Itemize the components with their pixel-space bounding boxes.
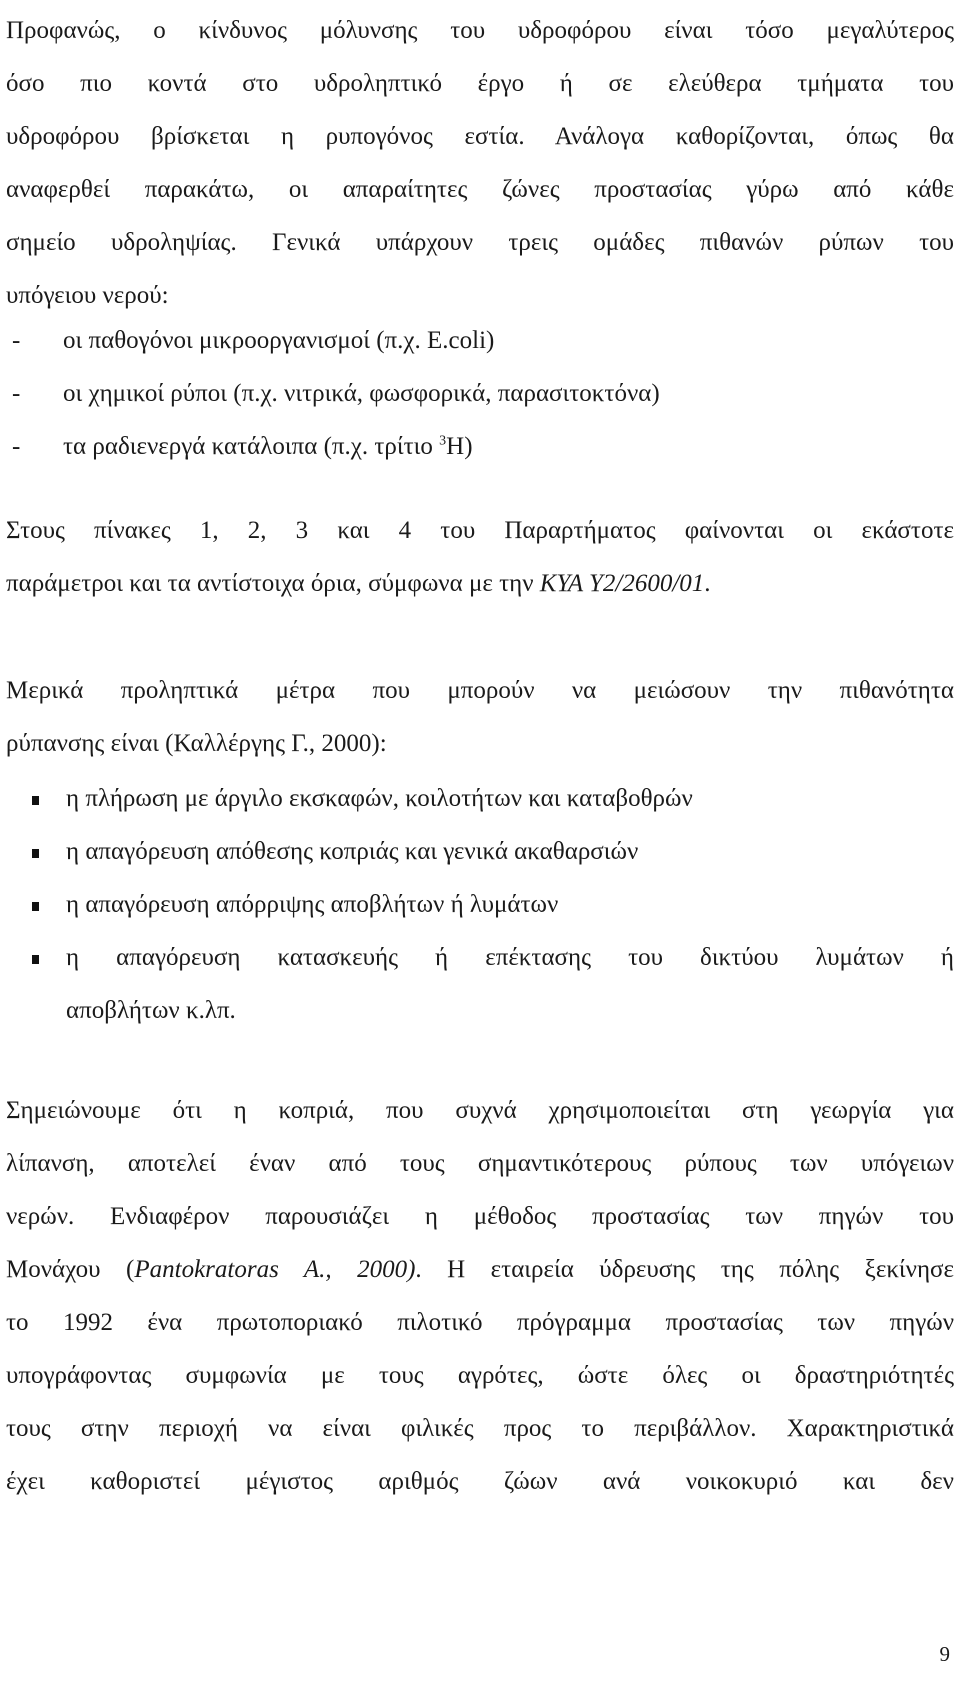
paragraph-line: όσο πιο κοντά στο υδροληπτικό έργο ή σε ελεύθερα τμήματα του xyxy=(6,70,954,97)
paragraph-text: . xyxy=(704,570,711,597)
list-item-text xyxy=(63,420,473,473)
paragraph-contamination-risk xyxy=(6,4,954,322)
list-item xyxy=(6,878,954,931)
paragraph-line: το 1992 ένα πρωτοποριακό πιλοτικό πρόγραμμα προστασίας των πηγών xyxy=(6,1309,954,1336)
list-item-text: η απαγόρευση απόθεσης κοπριάς και γενικά ακαθαρσιών xyxy=(66,838,639,865)
list-item-text-part: H) xyxy=(446,433,473,460)
paragraph-line: Στους πίνακες 1, 2, 3 και 4 του Παραρτήματος φαίνονται οι εκάστοτε xyxy=(6,517,954,544)
dash-bullet: - xyxy=(12,433,21,460)
paragraph-text: . Η εταιρεία ύδρευσης της πόλης ξεκίνησε xyxy=(415,1256,954,1283)
page-number: 9 xyxy=(939,1642,950,1666)
paragraph-line xyxy=(6,557,954,610)
paragraph-line: αναφερθεί παρακάτω, οι απαραίτητες ζώνες προστασίας γύρω από κάθε xyxy=(6,176,954,203)
paragraph-line: νερών. Ενδιαφέρον παρουσιάζει η μέθοδος προστασίας των πηγών του xyxy=(6,1203,954,1230)
list-item xyxy=(6,772,954,825)
list-item-text: η απαγόρευση απόρριψης αποβλήτων ή λυμάτων xyxy=(66,891,559,918)
dash-bullet: - xyxy=(12,327,21,354)
list-item xyxy=(6,931,954,1037)
square-bullet-icon xyxy=(32,796,39,805)
paragraph-line: έχει καθοριστεί μέγιστος αριθμός ζώων ανά νοικοκυριό και δεν xyxy=(6,1468,954,1495)
regulation-reference: ΚΥΑ Υ2/2600/01 xyxy=(539,570,705,597)
square-bullet-icon xyxy=(32,849,39,858)
square-bullet-icon xyxy=(32,902,39,911)
list-item-text: αποβλήτων κ.λπ. xyxy=(66,997,236,1024)
paragraph-line: Προφανώς, ο κίνδυνος μόλυνσης του υδροφόρου είναι τόσο μεγαλύτερος xyxy=(6,17,954,44)
paragraph-text: παράμετροι και τα αντίστοιχα όρια, σύμφωνα με την xyxy=(6,570,540,597)
list-item xyxy=(6,367,954,420)
paragraph-line: Μερικά προληπτικά μέτρα που μπορούν να μειώσουν την πιθανότητα xyxy=(6,677,954,704)
list-item xyxy=(6,825,954,878)
paragraph-line xyxy=(6,1243,954,1296)
paragraph-text: Μονάχου ( xyxy=(6,1256,135,1283)
paragraph-line: ρύπανσης είναι (Καλλέργης Γ., 2000): xyxy=(6,730,387,757)
square-bullet-icon xyxy=(32,955,39,964)
measures-list xyxy=(6,772,954,1037)
list-item-text-part: τα ραδιενεργά κατάλοιπα (π.χ. τρίτιο xyxy=(63,433,440,460)
dash-bullet: - xyxy=(12,380,21,407)
paragraph-line: λίπανση, αποτελεί έναν από τους σημαντικότερους ρύπους των υπόγειων xyxy=(6,1150,954,1177)
list-item-text: οι παθογόνοι μικροοργανισμοί (π.χ. E.coli) xyxy=(63,327,495,354)
paragraph-line: υδροφόρου βρίσκεται η ρυπογόνος εστία. Ανάλογα καθορίζονται, όπως θα xyxy=(6,123,954,150)
paragraph-line: υπόγειου νερού: xyxy=(6,282,169,309)
isotope-superscript: 3 xyxy=(439,433,447,449)
pollutant-groups-list xyxy=(6,314,954,473)
paragraph-line: τους στην περιοχή να είναι φιλικές προς το περιβάλλον. Χαρακτηριστικά xyxy=(6,1415,954,1442)
paragraph-appendix-tables xyxy=(6,504,954,610)
paragraph-line: Σημειώνουμε ότι η κοπριά, που συχνά χρησιμοποιείται στη γεωργία για xyxy=(6,1097,954,1124)
paragraph-munich-example xyxy=(6,1084,954,1508)
list-item xyxy=(6,420,954,473)
list-item-text: οι χημικοί ρύποι (π.χ. νιτρικά, φωσφορικά, παρασιτοκτόνα) xyxy=(63,380,660,407)
list-item-text: η απαγόρευση κατασκευής ή επέκτασης του δικτύου λυμάτων ή xyxy=(66,944,954,971)
citation: Pantokratoras A., 2000) xyxy=(134,1256,416,1283)
paragraph-line: υπογράφοντας συμφωνία με τους αγρότες, ώστε όλες οι δραστηριότητές xyxy=(6,1362,954,1389)
list-item xyxy=(6,314,954,367)
list-item-text: η πλήρωση με άργιλο εκσκαφών, κοιλοτήτων και καταβοθρών xyxy=(66,785,693,812)
paragraph-line: σημείο υδροληψίας. Γενικά υπάρχουν τρεις ομάδες πιθανών ρύπων του xyxy=(6,229,954,256)
paragraph-preventive-measures xyxy=(6,664,954,770)
